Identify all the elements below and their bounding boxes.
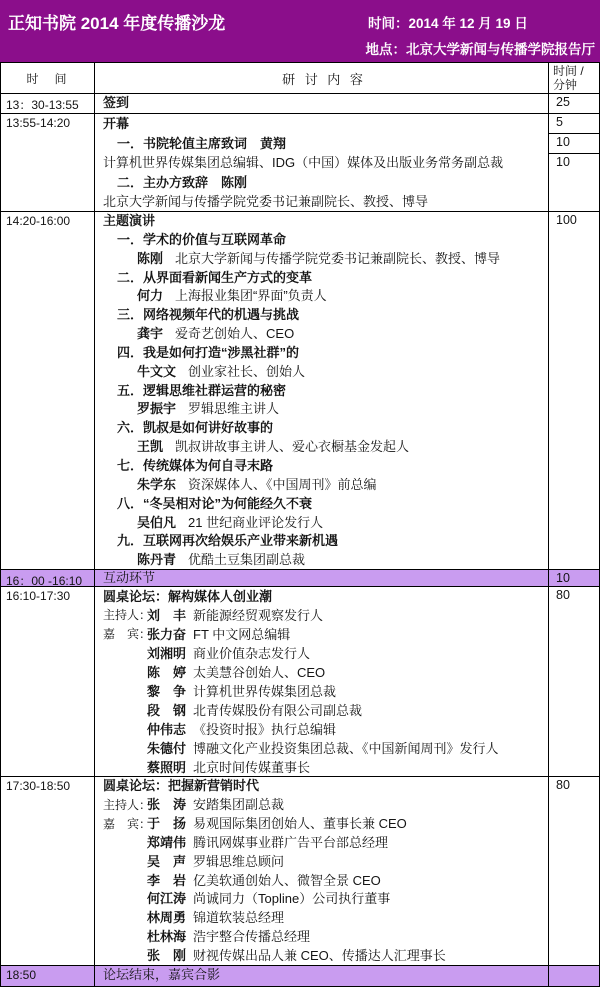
- person-description: 亿美软通创始人、微智全景 CEO: [193, 872, 381, 888]
- duration-value: 10: [556, 571, 570, 585]
- content-line: 五．逻辑思维社群运营的秘密: [117, 382, 287, 398]
- person-role-label: [103, 928, 147, 947]
- person-role-label: [103, 834, 147, 853]
- content-line: [103, 834, 545, 853]
- speaker-name: 陈丹青: [137, 552, 177, 568]
- content-line: [103, 400, 545, 419]
- person-name: 张 刚: [147, 948, 187, 964]
- column-header-time: 时 间: [1, 63, 95, 93]
- content-line: [103, 909, 545, 928]
- column-header-duration: [549, 63, 599, 93]
- content-line: 二．从界面看新闻生产方式的变革: [117, 269, 313, 285]
- content-line: [103, 720, 545, 739]
- content-line: 一．学术的价值与互联网革命: [117, 231, 287, 247]
- person-role-label: [103, 720, 147, 739]
- duration-value: 10: [556, 154, 570, 169]
- person-name: 张力奋: [147, 627, 187, 642]
- speaker-description: 优酷土豆集团副总裁: [188, 552, 306, 568]
- table-row: [1, 965, 599, 986]
- person-name: 何江涛: [147, 891, 187, 907]
- person-role-label: [103, 909, 147, 928]
- content-line: [103, 853, 545, 872]
- content-line: 圆桌论坛：解构媒体人创业潮: [103, 589, 273, 604]
- person-description: 商业价值杂志发行人: [193, 646, 311, 661]
- person-description: 罗辑思维总顾问: [193, 853, 285, 869]
- content-line: 开幕: [103, 116, 130, 131]
- row-time: 13:55-14:20: [1, 114, 95, 211]
- row-content: [95, 94, 549, 113]
- person-description: 安踏集团副总裁: [193, 796, 285, 812]
- person-name: 蔡照明: [147, 760, 187, 775]
- content-line: [103, 872, 545, 891]
- content-line: [103, 947, 545, 965]
- person-name: 刘 丰: [147, 608, 187, 623]
- content-line: [103, 438, 545, 457]
- person-description: 计算机世界传媒集团总裁: [193, 684, 337, 699]
- row-content: [95, 777, 549, 965]
- person-role-label: 主持人：: [103, 797, 152, 812]
- person-name: 吴 声: [147, 853, 187, 869]
- table-row: [1, 211, 599, 569]
- person-role-label: 嘉 宾：: [103, 816, 152, 831]
- person-name: 张 涛: [147, 796, 187, 812]
- speaker-name: 吴伯凡: [137, 514, 177, 530]
- content-line: [103, 796, 545, 815]
- table-header-row: [1, 63, 599, 93]
- person-description: 易观国际集团创始人、董事长兼 CEO: [193, 815, 407, 831]
- row-time: 13：30-13:55: [1, 94, 95, 113]
- person-description: FT 中文网总编辑: [193, 627, 291, 642]
- speaker-description: 罗辑思维主讲人: [188, 401, 280, 417]
- speaker-name: 牛文文: [137, 363, 177, 379]
- speaker-name: 龚宇: [137, 326, 164, 342]
- content-line: 七．传统媒体为何自寻末路: [117, 457, 274, 473]
- person-description: 博融文化产业投资集团总裁、《中国新闻周刊》发行人: [193, 741, 499, 756]
- content-line: [103, 644, 545, 663]
- speaker-name: 何力: [137, 288, 164, 304]
- content-line: [103, 890, 545, 909]
- table-row: [1, 776, 599, 965]
- duration-value: [549, 966, 599, 967]
- row-time: 18:50: [1, 966, 95, 986]
- person-description: 腾讯网媒事业群广告平台部总经理: [193, 834, 389, 850]
- person-description: 《投资时报》执行总编辑: [193, 722, 337, 737]
- speaker-description: 21 世纪商业评论发行人: [188, 514, 324, 530]
- speaker-description: 凯叔讲故事主讲人、爱心衣橱基金发起人: [175, 439, 410, 455]
- person-role-label: [103, 663, 147, 682]
- person-name: 李 岩: [147, 872, 187, 888]
- person-description: 北青传媒股份有限公司副总裁: [193, 703, 363, 718]
- person-name: 朱德付: [147, 741, 187, 756]
- content-line: 圆桌论坛：把握新营销时代: [103, 778, 260, 793]
- header-banner: [0, 0, 600, 62]
- schedule-table: [0, 62, 600, 987]
- person-role-label: [103, 682, 147, 701]
- row-duration: [549, 94, 599, 113]
- person-role-label: 主持人：: [103, 608, 152, 622]
- content-line: [103, 250, 545, 269]
- content-line: [103, 739, 545, 758]
- content-line: 计算机世界传媒集团总编辑、IDG（中国）媒体及出版业务常务副总裁: [103, 155, 504, 171]
- row-content: [95, 587, 549, 776]
- schedule-rows: [1, 93, 599, 986]
- person-role-label: [103, 701, 147, 720]
- row-time: 16:10-17:30: [1, 587, 95, 776]
- content-line: 论坛结束，嘉宾合影: [103, 967, 221, 982]
- person-role-label: [103, 890, 147, 909]
- content-line: 二．主办方致辞 陈刚: [117, 174, 248, 190]
- person-description: 尚诚同力（Topline）公司执行董事: [193, 891, 391, 907]
- row-duration: [549, 570, 599, 586]
- row-content: [95, 114, 549, 211]
- person-role-label: [103, 853, 147, 872]
- content-line: 三．网络视频年代的机遇与挑战: [117, 307, 300, 323]
- row-duration: [549, 587, 599, 776]
- person-role-label: [103, 872, 147, 891]
- row-duration: [549, 114, 599, 211]
- content-line: [103, 287, 545, 306]
- content-line: [103, 476, 545, 495]
- event-venue: 地点：北京大学新闻与传播学院报告厅: [365, 42, 595, 57]
- person-name: 杜林海: [147, 929, 187, 945]
- person-description: 新能源经贸观察发行人: [193, 608, 324, 623]
- column-header-duration-line2: 分钟: [553, 78, 578, 92]
- speaker-name: 王凯: [137, 439, 164, 455]
- event-date: 时间：2014 年 12 月 19 日: [368, 16, 528, 31]
- content-line: 六．凯叔是如何讲好故事的: [117, 420, 274, 436]
- speaker-description: 上海报业集团“界面”负责人: [175, 288, 327, 304]
- content-line: 一．书院轮值主席致词 黄翔: [117, 135, 287, 151]
- content-line: [103, 325, 545, 344]
- person-description: 太美慧谷创始人、CEO: [193, 665, 326, 680]
- table-row: [1, 113, 599, 211]
- duration-value: 100: [556, 213, 577, 227]
- row-content: [95, 212, 549, 569]
- content-line: [103, 606, 545, 625]
- person-name: 于 扬: [147, 815, 187, 831]
- duration-value: 80: [556, 588, 570, 602]
- person-role-label: 嘉 宾：: [103, 627, 152, 641]
- column-header-duration-line1: 时间 /: [553, 64, 584, 78]
- content-line: [103, 701, 545, 720]
- person-role-label: [103, 644, 147, 663]
- person-role-label: [103, 758, 147, 776]
- row-time: 16：00 -16:10: [1, 570, 95, 586]
- content-line: [103, 363, 545, 382]
- content-line: 主题演讲: [103, 213, 156, 228]
- row-content: [95, 966, 549, 986]
- person-name: 仲伟志: [147, 722, 187, 737]
- person-name: 林周勇: [147, 910, 187, 926]
- person-name: 陈 婷: [147, 665, 187, 680]
- person-description: 锦道软装总经理: [193, 910, 285, 926]
- duration-value: 25: [556, 95, 570, 109]
- row-time: 14:20-16:00: [1, 212, 95, 569]
- speaker-description: 北京大学新闻与传播学院党委书记兼副院长、教授、博导: [175, 250, 501, 266]
- content-line: 北京大学新闻与传播学院党委书记兼副院长、教授、博导: [103, 194, 429, 210]
- content-line: [103, 928, 545, 947]
- row-time: 17:30-18:50: [1, 777, 95, 965]
- content-line: [103, 815, 545, 834]
- speaker-description: 创业家社长、创始人: [188, 363, 306, 379]
- table-row: [1, 93, 599, 113]
- person-name: 郑靖伟: [147, 834, 187, 850]
- content-line: 九．互联网再次给娱乐产业带来新机遇: [117, 533, 339, 549]
- table-row: [1, 569, 599, 586]
- speaker-name: 朱学东: [137, 476, 177, 492]
- speaker-name: 罗振宇: [137, 401, 177, 417]
- row-duration: [549, 212, 599, 569]
- speaker-name: 陈刚: [137, 250, 164, 266]
- content-line: 四．我是如何打造“涉黑社群”的: [117, 344, 300, 360]
- content-line: [103, 514, 545, 533]
- column-header-content: 研 讨 内 容: [95, 63, 549, 93]
- person-name: 段 钢: [147, 703, 187, 718]
- content-line: [103, 551, 545, 569]
- row-duration: [549, 777, 599, 965]
- table-row: [1, 586, 599, 776]
- content-line: [103, 758, 545, 776]
- speaker-description: 资深媒体人、《中国周刊》前总编: [188, 476, 377, 492]
- duration-value: 10: [549, 134, 599, 154]
- content-line: [103, 625, 545, 644]
- page-title: 正知书院 2014 年度传播沙龙: [8, 14, 226, 33]
- person-name: 黎 争: [147, 684, 187, 699]
- person-description: 浩宇整合传播总经理: [193, 929, 311, 945]
- duration-value: 5: [549, 114, 599, 134]
- person-name: 刘湘明: [147, 646, 187, 661]
- content-line: 签到: [103, 95, 130, 110]
- row-content: [95, 570, 549, 586]
- person-description: 财视传媒出品人兼 CEO、传播达人汇理事长: [193, 948, 446, 964]
- person-role-label: [103, 739, 147, 758]
- duration-value: 80: [556, 778, 570, 792]
- person-description: 北京时间传媒董事长: [193, 760, 311, 775]
- content-line: 互动环节: [103, 570, 156, 585]
- person-role-label: [103, 947, 147, 965]
- row-duration: [549, 966, 599, 986]
- content-line: [103, 663, 545, 682]
- content-line: 八．“冬吴相对论”为何能经久不衰: [117, 495, 313, 511]
- content-line: [103, 682, 545, 701]
- speaker-description: 爱奇艺创始人、CEO: [175, 326, 295, 342]
